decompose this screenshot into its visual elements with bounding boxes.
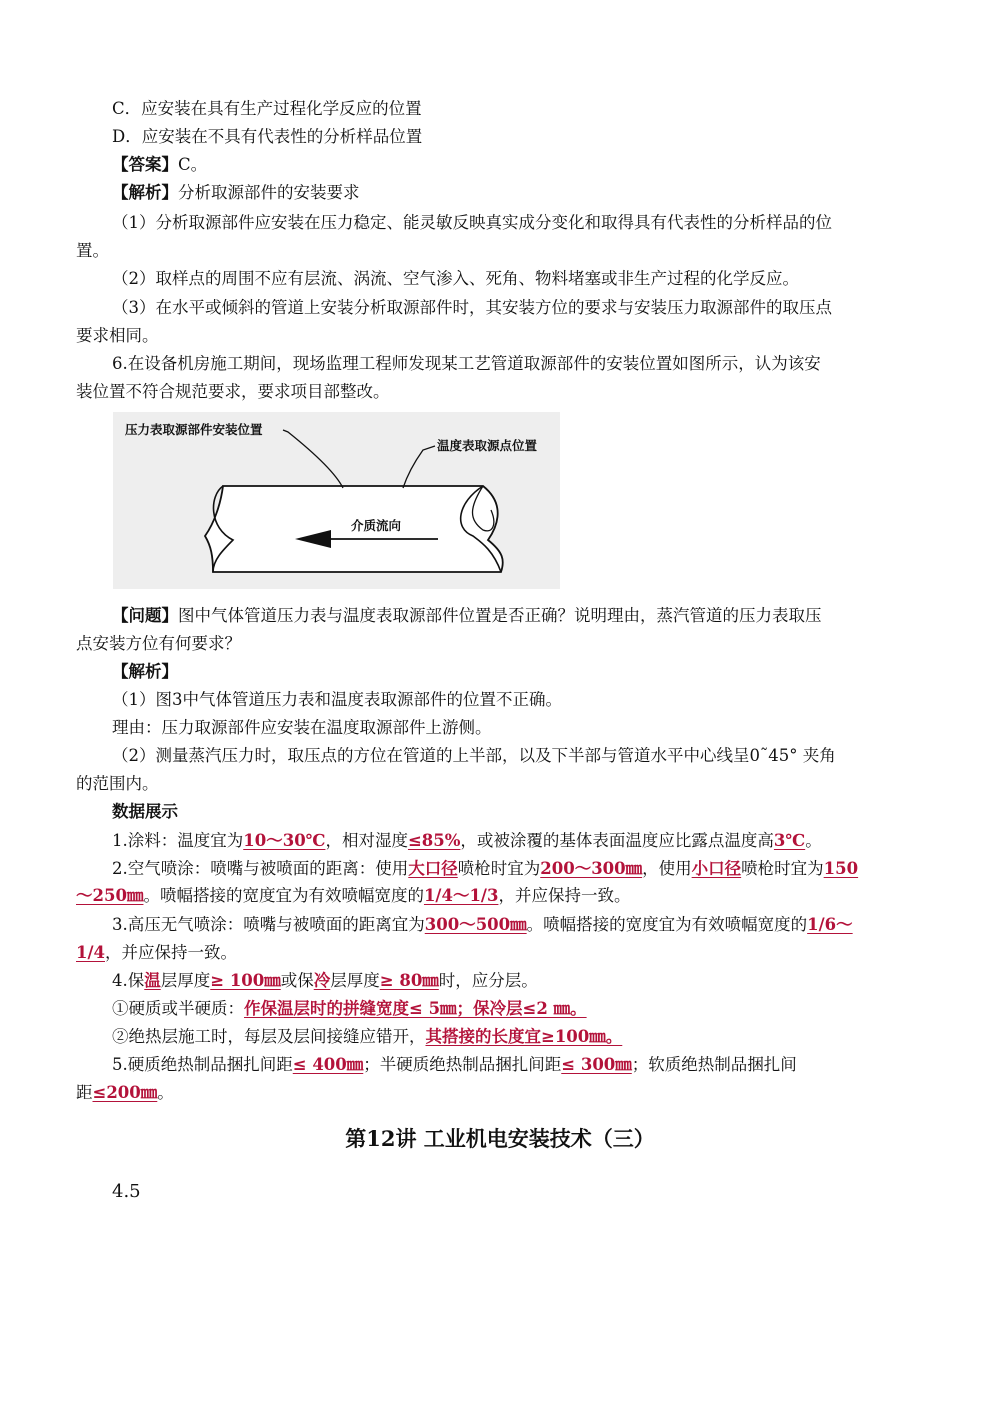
analysis2-reason: 理由：压力取源部件应安装在温度取源部件上游侧。 xyxy=(112,718,492,737)
data-item-4 xyxy=(112,969,538,993)
data-item-2-line2 xyxy=(76,884,630,908)
problem-line2: 点安装方位有何要求？ xyxy=(76,634,241,653)
text: 。 xyxy=(157,1083,174,1102)
analysis-point-3b: 要求相同。 xyxy=(76,326,159,345)
text: ，并应保持一致。 xyxy=(498,886,631,905)
answer-value: C。 xyxy=(178,155,208,174)
highlight: 1/6～ xyxy=(807,915,853,934)
text: 。 xyxy=(805,831,822,850)
highlight: ～250㎜ xyxy=(76,886,144,905)
data-item-5-line2 xyxy=(76,1081,174,1105)
highlight: 3℃ xyxy=(773,831,806,850)
highlight: ≥ 100㎜ xyxy=(210,971,281,990)
highlight: 300～500㎜ xyxy=(424,915,527,934)
analysis2-label: 【解析】 xyxy=(112,662,178,681)
text: 2.空气喷涂：喷嘴与被喷面的距离：使用 xyxy=(112,859,409,878)
text: 喷枪时宜为 xyxy=(457,859,541,878)
data-sub-1 xyxy=(112,997,587,1021)
text: 。喷幅搭接的宽度宜为有效喷幅宽度的 xyxy=(143,886,424,905)
text: ②绝热层施工时，每层及层间接缝应错开， xyxy=(112,1027,426,1046)
highlight: ≤ 300㎜ xyxy=(561,1055,632,1074)
option-c: C．应安装在具有生产过程化学反应的位置 xyxy=(112,99,422,118)
text: 时，应分层。 xyxy=(438,971,538,990)
text: ，相对湿度 xyxy=(325,831,408,850)
answer-label: 【答案】 xyxy=(112,155,178,174)
highlight: 小口径 xyxy=(691,859,742,878)
analysis2-point-1: （1）图3中气体管道压力表和温度表取源部件的位置不正确。 xyxy=(112,690,562,709)
data-sub-2 xyxy=(112,1025,622,1049)
text: ；半硬质绝热制品捆扎间距 xyxy=(363,1055,562,1074)
highlight: 温 xyxy=(144,971,161,990)
analysis-point-2: （2）取样点的周围不应有层流、涡流、空气渗入、死角、物料堵塞或非生产过程的化学反应。 xyxy=(112,269,799,288)
data-item-3-line2 xyxy=(76,941,237,965)
lecture-title: 第12讲 工业机电安装技术（三） xyxy=(345,1126,655,1151)
problem-text: 图中气体管道压力表与温度表取源部件位置是否正确？说明理由，蒸汽管道的压力表取压 xyxy=(178,606,822,625)
question-6-line2: 装位置不符合规范要求，要求项目部整改。 xyxy=(76,382,390,401)
temperature-leader-line xyxy=(403,446,435,488)
answer-line xyxy=(112,153,207,177)
pipe-diagram-svg xyxy=(113,412,560,589)
text: ，并应保持一致。 xyxy=(105,943,237,962)
highlight: ≤ 400㎜ xyxy=(292,1055,364,1074)
data-item-1 xyxy=(112,829,822,853)
section-number: 4.5 xyxy=(112,1181,141,1202)
data-show-title: 数据展示 xyxy=(112,802,178,821)
text: 4.保 xyxy=(112,971,145,990)
text: ；软质绝热制品捆扎间 xyxy=(631,1055,797,1074)
pressure-source-label: 压力表取源部件安装位置 xyxy=(125,422,263,437)
highlight: ≤200㎜ xyxy=(92,1083,158,1102)
pipe-diagram xyxy=(113,412,560,589)
temperature-source-label: 温度表取源点位置 xyxy=(437,438,538,453)
data-item-3-line1 xyxy=(112,913,853,937)
option-d: D．应安装在不具有代表性的分析样品位置 xyxy=(112,127,423,146)
problem-line1 xyxy=(112,604,822,628)
highlight: 10～30℃ xyxy=(243,831,326,850)
highlight: ≤85% xyxy=(407,831,461,850)
highlight: 1/4～1/3 xyxy=(423,886,499,905)
text: ①硬质或半硬质： xyxy=(112,999,244,1018)
data-item-5-line1 xyxy=(112,1053,797,1077)
analysis-point-1b: 置。 xyxy=(76,241,109,260)
question-6-line1: 6.在设备机房施工期间，现场监理工程师发现某工艺管道取源部件的安装位置如图所示，认为该安 xyxy=(112,354,821,373)
analysis-point-1a: （1）分析取源部件应安装在压力稳定、能灵敏反映真实成分变化和取得具有代表性的分析样品的位 xyxy=(112,213,832,232)
text: 喷枪时宜为 xyxy=(741,859,824,878)
analysis-label: 【解析】 xyxy=(112,183,178,202)
problem-label: 【问题】 xyxy=(112,606,178,625)
text: 5.硬质绝热制品捆扎间距 xyxy=(112,1055,293,1074)
text: 3.高压无气喷涂：喷嘴与被喷面的距离宜为 xyxy=(112,915,425,934)
highlight: 1/4 xyxy=(76,943,105,962)
text: 1.涂料：温度宜为 xyxy=(112,831,244,850)
text: ，使用 xyxy=(642,859,692,878)
highlight: 200～300㎜ xyxy=(540,859,643,878)
highlight: ≥ 80㎜ xyxy=(379,971,439,990)
text: 距 xyxy=(76,1083,93,1102)
analysis-point-3a: （3）在水平或倾斜的管道上安装分析取源部件时，其安装方位的要求与安装压力取源部件的取压点 xyxy=(112,298,832,317)
analysis-title: 分析取源部件的安装要求 xyxy=(178,183,360,202)
text: 。喷幅搭接的宽度宜为有效喷幅宽度的 xyxy=(526,915,808,934)
analysis2-point-2a: （2）测量蒸汽压力时，取压点的方位在管道的上半部，以及下半部与管道水平中心线呈0˜45° 夹角 xyxy=(112,746,836,765)
highlight: 大口径 xyxy=(408,859,458,878)
analysis2-point-2b: 的范围内。 xyxy=(76,774,159,793)
highlight: 其搭接的长度宜≥100㎜。 xyxy=(425,1027,623,1046)
pressure-leader-line xyxy=(283,430,343,488)
text: 层厚度 xyxy=(330,971,380,990)
flow-direction-label: 介质流向 xyxy=(351,518,402,533)
highlight: 作保温层时的拼缝宽度≤ 5㎜；保冷层≤2 ㎜。 xyxy=(244,999,587,1018)
text: 或保 xyxy=(280,971,314,990)
text: 层厚度 xyxy=(160,971,211,990)
highlight: 冷 xyxy=(313,971,331,990)
text: ，或被涂覆的基体表面温度应比露点温度高 xyxy=(460,831,774,850)
analysis-title-line xyxy=(112,181,360,205)
highlight: 150 xyxy=(823,859,859,878)
data-item-2-line1 xyxy=(112,857,858,881)
